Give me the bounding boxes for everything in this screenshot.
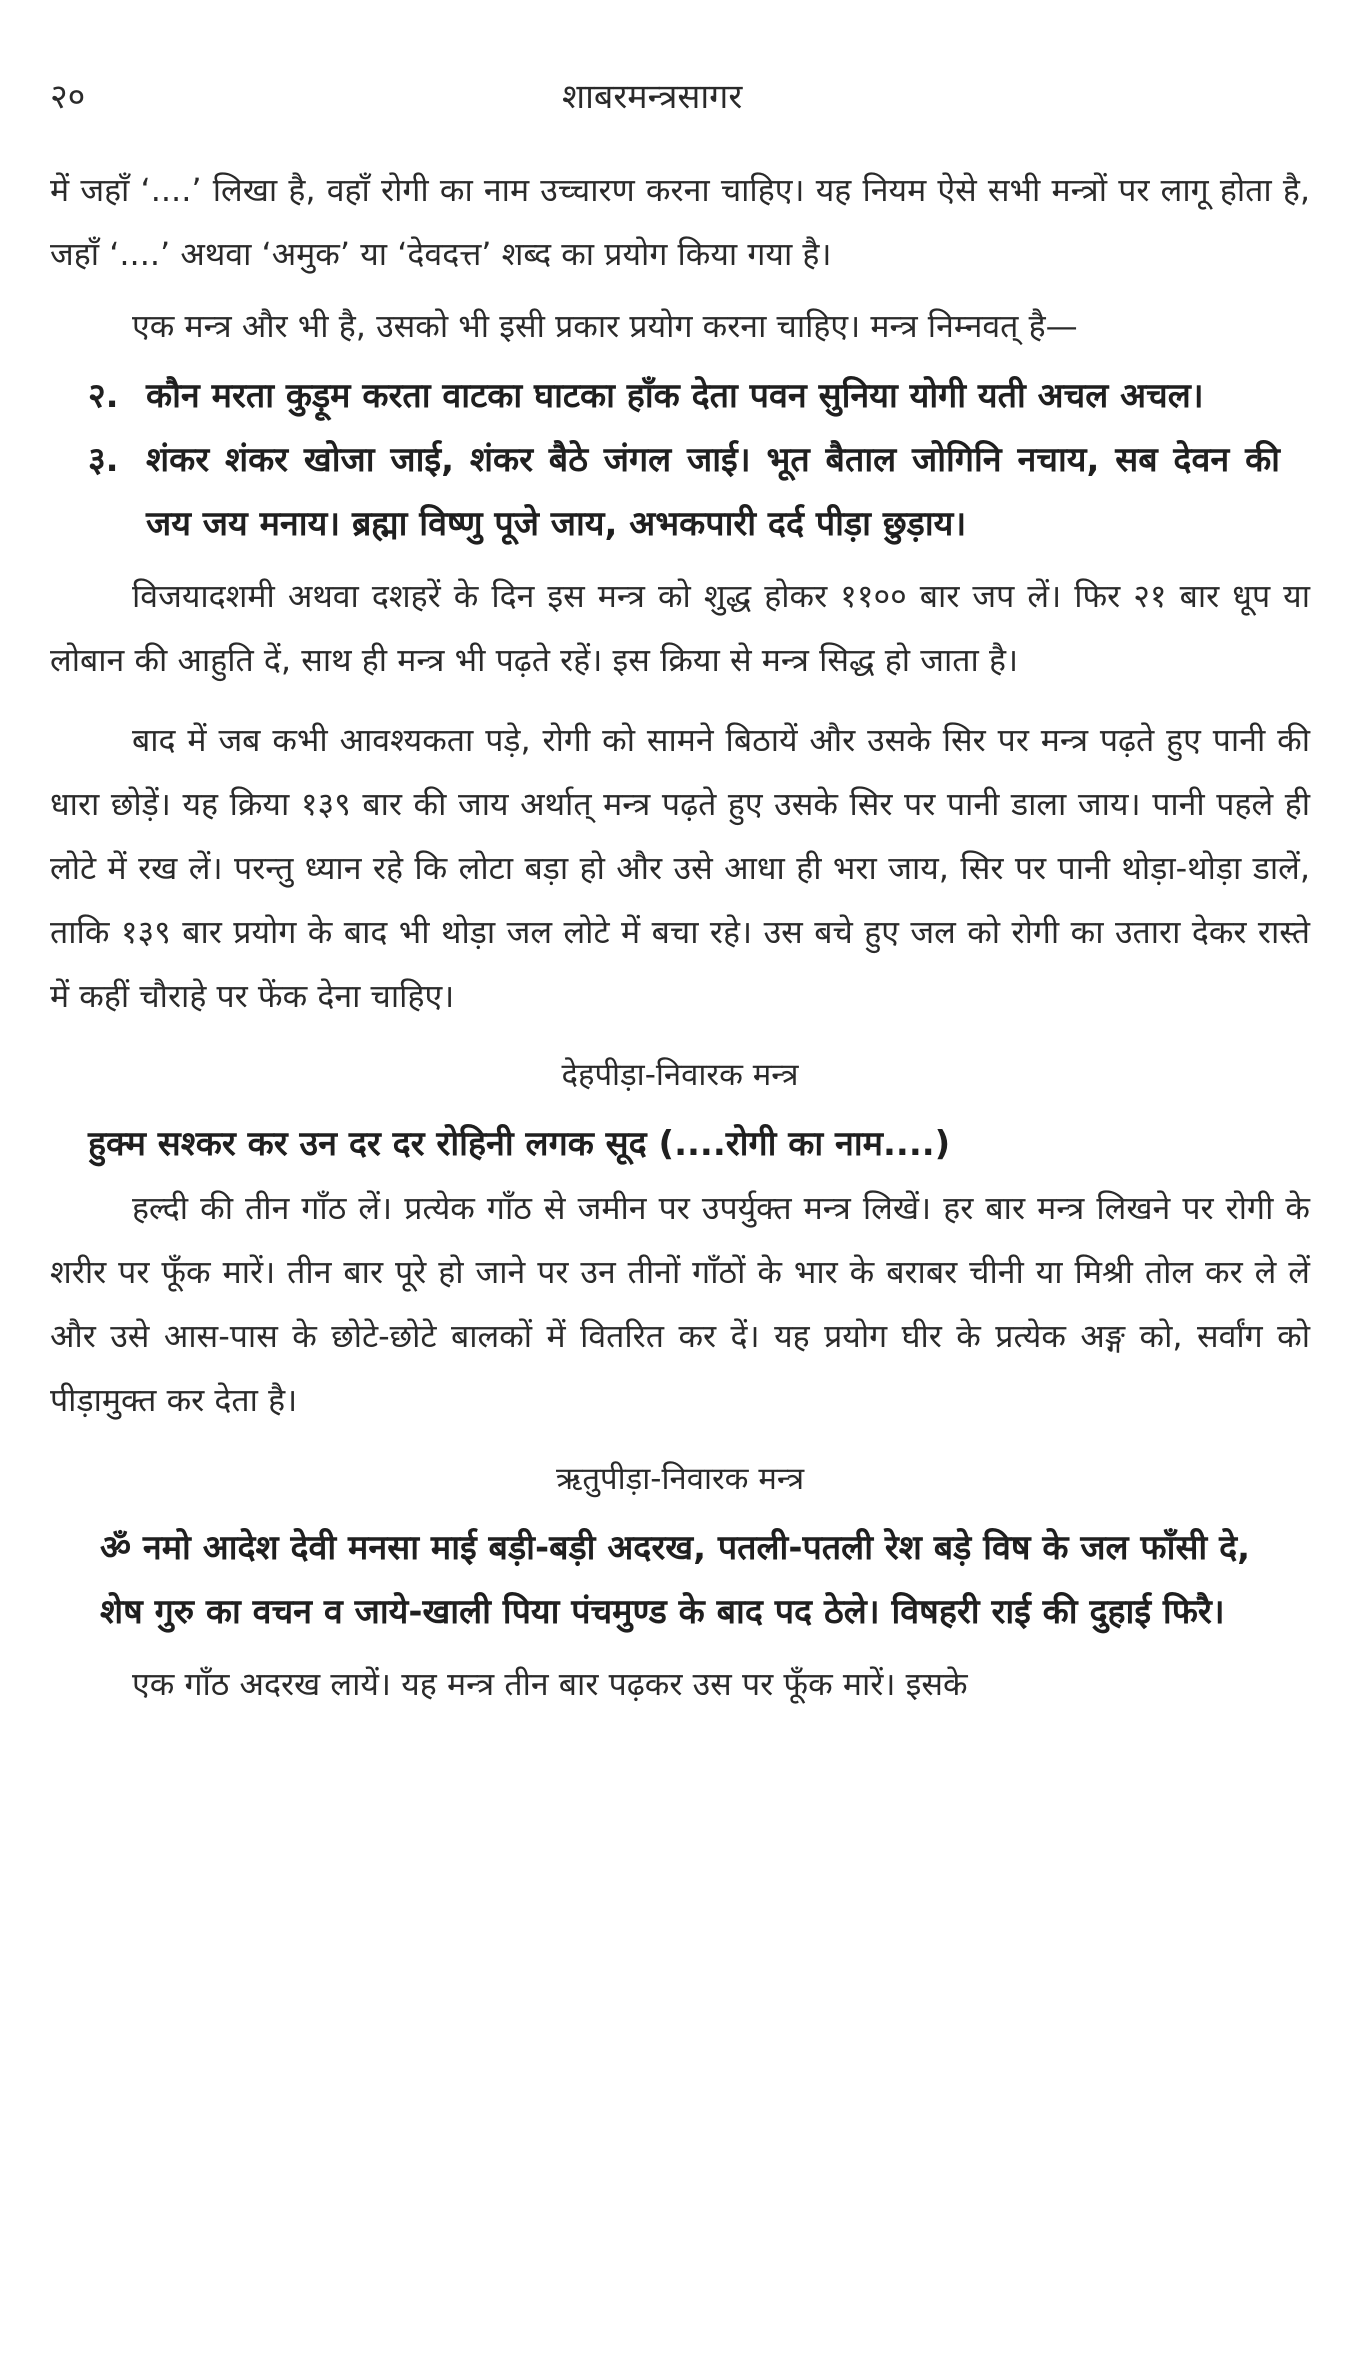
mantra-number: ३.	[88, 440, 119, 480]
body-paragraph-3: विजयादशमी अथवा दशहरें के दिन इस मन्त्र को शुद्ध होकर ११०० बार जप लें। फिर २१ बार धूप या लोबान की आहुति दें, साथ ही मन्त्र भी पढ़ते रहें। इस क्रिया से मन्त्र सिद्ध हो जाता है।	[50, 577, 1310, 679]
section-heading-ritupeeda: ऋतुपीड़ा-निवारक मन्त्र	[555, 1461, 805, 1497]
page-content	[50, 158, 1310, 1716]
intro-paragraph-2: एक मन्त्र और भी है, उसको भी इसी प्रकार प्रयोग करना चाहिए। मन्त्र निम्नवत् है—	[132, 307, 1078, 345]
running-title: शाबरमन्त्रसागर	[562, 77, 743, 117]
mantra-item	[88, 428, 1310, 556]
dehpeeda-paragraph: हल्दी की तीन गाँठ लें। प्रत्येक गाँठ से जमीन पर उपर्युक्त मन्त्र लिखें। हर बार मन्त्र लिखने पर रोगी के शरीर पर फूँक मारें। तीन बार पूरे हो जाने पर उन तीनों गाँठों के भार के बराबर चीनी या मिश्री तोल कर ले लें और उसे आस-पास के छोटे-छोटे बालकों में वितरित कर दें। यह प्रयोग घीर के प्रत्येक अङ्ग को, सर्वांग को पीड़ामुक्त कर देता है।	[50, 1189, 1310, 1419]
section-heading-dehpeeda: देहपीड़ा-निवारक मन्त्र	[561, 1057, 799, 1093]
body-paragraph-4: बाद में जब कभी आवश्यकता पड़े, रोगी को सामने बिठायें और उसके सिर पर मन्त्र पढ़ते हुए पानी की धारा छोड़ें। यह क्रिया १३९ बार की जाय अर्थात् मन्त्र पढ़ते हुए उसके सिर पर पानी डाला जाय। पानी पहले ही लोटे में रख लें। परन्तु ध्यान रहे कि लोटा बड़ा हो और उसे आधा ही भरा जाय, सिर पर पानी थोड़ा-थोड़ा डालें, ताकि १३९ बार प्रयोग के बाद भी थोड़ा जल लोटे में बचा रहे। उस बचे हुए जल को रोगी का उतारा देकर रास्ते में कहीं चौराहे पर फेंक देना चाहिए।	[50, 721, 1310, 1015]
page-header	[50, 72, 1310, 122]
mantra-list	[50, 364, 1310, 556]
ritupeeda-mantra: ॐ नमो आदेश देवी मनसा माई बड़ी-बड़ी अदरख, पतली-पतली रेश बड़े विष के जल फाँसी दे, शेष गुरु का वचन व जाये-खाली पिया पंचमुण्ड के बाद पद ठेले। विषहरी राई की दुहाई फिरै।	[100, 1528, 1251, 1632]
page-number: २०	[50, 77, 86, 117]
mantra-number: २.	[88, 376, 119, 416]
mantra-item	[88, 364, 1310, 428]
dehpeeda-mantra: हुक्म सश्कर कर उन दर दर रोहिनी लगक सूद (....रोगी का नाम....)	[88, 1124, 951, 1164]
mantra-text: कौन मरता कुड़ूम करता वाटका घाटका हाँक देता पवन सुनिया योगी यती अचल अचल।	[146, 376, 1204, 416]
ritupeeda-paragraph: एक गाँठ अदरख लायें। यह मन्त्र तीन बार पढ़कर उस पर फूँक मारें। इसके	[132, 1665, 968, 1703]
mantra-text: शंकर शंकर खोजा जाई, शंकर बैठे जंगल जाई। भूत बैताल जोगिनि नचाय, सब देवन की जय जय मनाय। ब्रह्मा विष्णु पूजे जाय, अभकपारी दर्द पीड़ा छुड़ाय।	[146, 440, 1280, 544]
intro-paragraph-1: में जहाँ ‘....’ लिखा है, वहाँ रोगी का नाम उच्चारण करना चाहिए। यह नियम ऐसे सभी मन्त्रों पर लागू होता है, जहाँ ‘....’ अथवा ‘अमुक’ या ‘देवदत्त’ शब्द का प्रयोग किया गया है।	[50, 171, 1310, 273]
